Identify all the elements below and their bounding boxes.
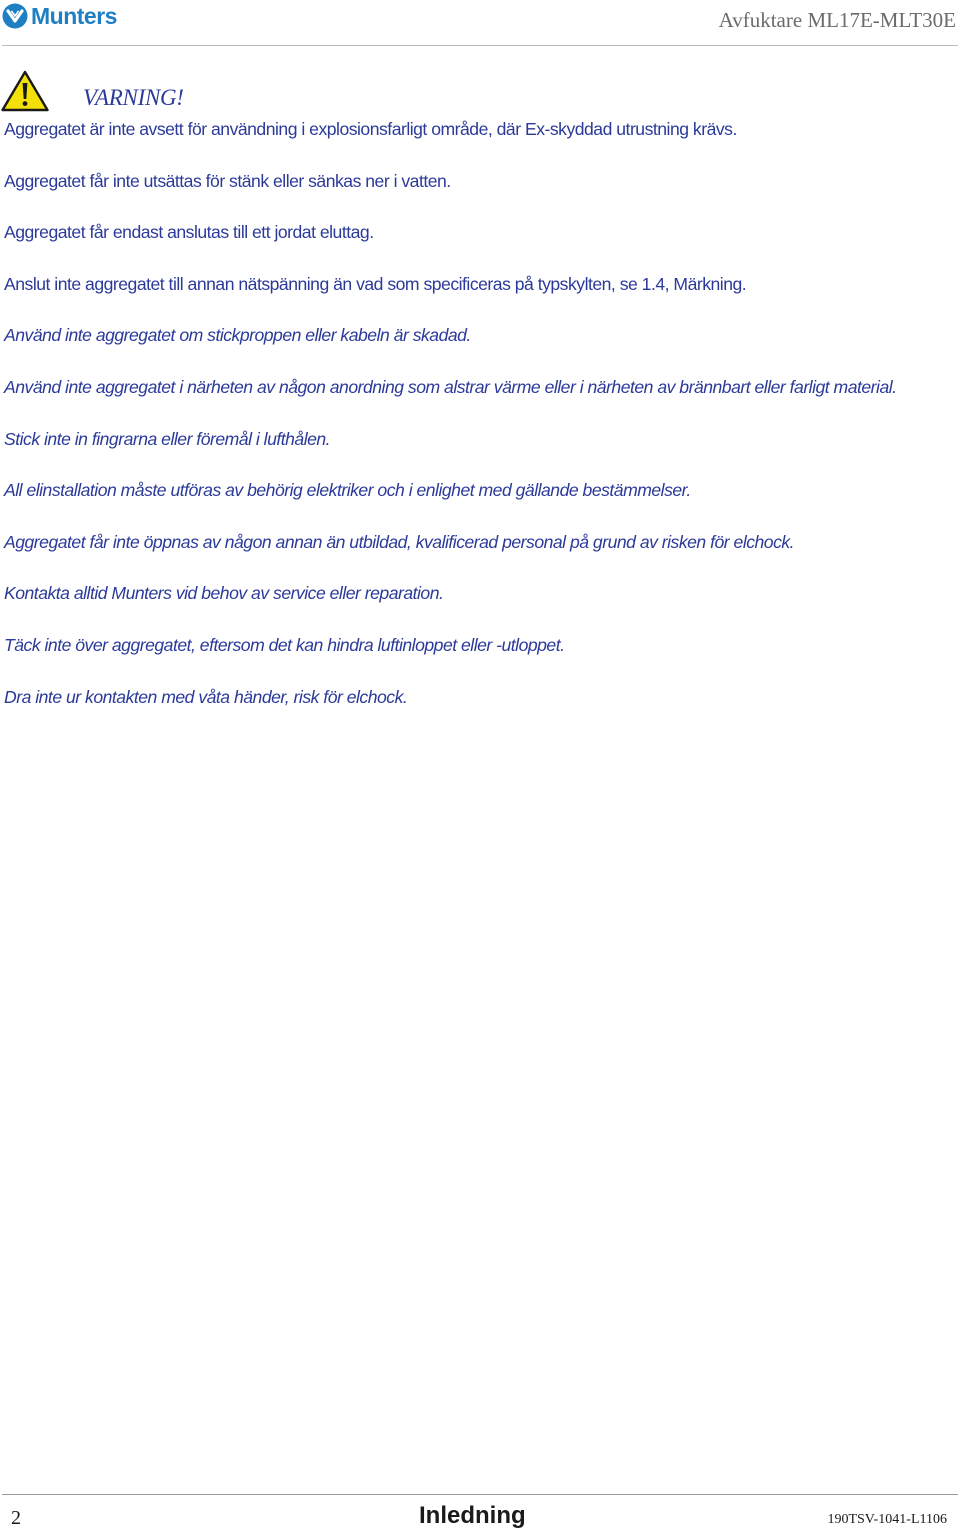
warning-item: Stick inte in fingrarna eller föremål i lufthålen.: [4, 428, 331, 449]
warning-item: Använd inte aggregatet i närheten av någon anordning som alstrar värme eller i närheten av brännbart eller farligt material.: [4, 376, 897, 397]
munters-logo-icon: [2, 3, 28, 29]
warning-item: Aggregatet får endast anslutas till ett jordat eluttag.: [4, 222, 374, 243]
document-title: Avfuktare ML17E-MLT30E: [718, 8, 956, 32]
brand-name: Munters: [31, 2, 117, 29]
footer-divider: [2, 1494, 958, 1495]
warning-item: Aggregatet får inte öppnas av någon annan än utbildad, kvalificerad personal på grund av risken för elchock.: [4, 531, 795, 552]
warning-item: Använd inte aggregatet om stickproppen eller kabeln är skadad.: [4, 325, 471, 346]
section-name: Inledning: [419, 1502, 526, 1529]
warning-list: [4, 115, 954, 734]
munters-logo: [2, 2, 117, 30]
header-divider: [2, 45, 958, 46]
warning-title: VARNING!: [83, 85, 184, 110]
warning-item: Kontakta alltid Munters vid behov av service eller reparation.: [4, 583, 444, 604]
warning-item: Aggregatet får inte utsättas för stänk eller sänkas ner i vatten.: [4, 170, 451, 191]
warning-item: Anslut inte aggregatet till annan nätspänning än vad som specificeras på typskylten, se 1.4, Märkning.: [4, 273, 747, 294]
warning-item: Dra inte ur kontakten med våta händer, risk för elchock.: [4, 686, 408, 707]
document-code: 190TSV-1041-L1106: [827, 1512, 947, 1527]
warning-item: Aggregatet är inte avsett för användning i explosionsfarligt område, där Ex-skyddad utrustning krävs.: [4, 119, 737, 139]
warning-triangle-icon: [1, 70, 49, 112]
warning-item: Täck inte över aggregatet, eftersom det kan hindra luftinloppet eller -utloppet.: [4, 634, 565, 655]
page-number: 2: [11, 1507, 21, 1529]
page-header: [0, 0, 960, 46]
warning-item: All elinstallation måste utföras av behörig elektriker och i enlighet med gällande bestämmelser.: [4, 480, 691, 501]
